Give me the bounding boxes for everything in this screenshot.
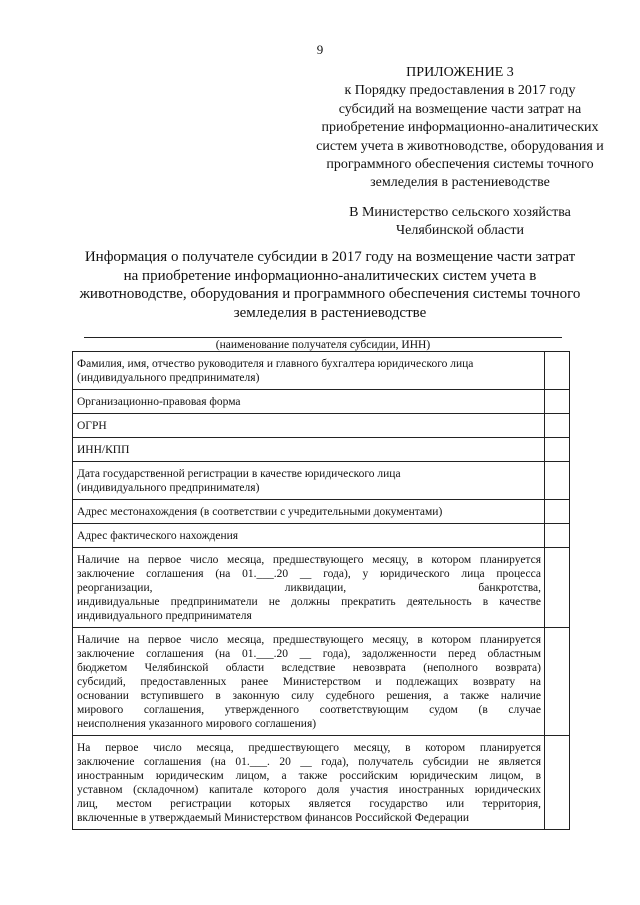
row-label-line: Адрес фактического нахождения	[77, 530, 239, 542]
answer-cell[interactable]	[545, 500, 570, 524]
table-row	[73, 390, 570, 414]
row-label	[73, 524, 545, 548]
row-label-line: мирового соглашения, утвержденного соответствующим судом (в случае	[77, 704, 541, 716]
recipient-caption: (наименование получателя субсидии, ИНН)	[215, 339, 431, 351]
table-row	[73, 628, 570, 736]
document-title	[60, 248, 600, 322]
answer-cell[interactable]	[545, 548, 570, 628]
row-label	[73, 548, 545, 628]
row-label-line: Организационно-правовая форма	[77, 396, 241, 408]
row-label-line: Дата государственной регистрации в качестве юридического лица	[77, 468, 401, 480]
row-label-line: включенные в утверждаемый Министерством финансов Российской Федерации	[77, 812, 470, 824]
row-label	[73, 500, 545, 524]
row-label	[73, 462, 545, 500]
row-label	[73, 736, 545, 830]
table-row	[73, 438, 570, 462]
table-row	[73, 500, 570, 524]
answer-cell[interactable]	[545, 524, 570, 548]
row-label-line: заключение соглашения (на 01.___.20 __ года), у юридического лица процесса	[77, 568, 541, 580]
appendix-header	[310, 64, 610, 193]
row-label	[73, 414, 545, 438]
table-row	[73, 548, 570, 628]
addressee	[310, 204, 610, 240]
row-label-line: (индивидуального предпринимателя)	[77, 372, 260, 384]
table-row	[73, 736, 570, 830]
text-line: систем учета в животноводстве, оборудования и	[316, 138, 604, 154]
row-label-line: заключение соглашения (на 01.___.20 __ года), задолженности перед областным	[77, 648, 541, 660]
text-line: субсидий на возмещение части затрат на	[338, 101, 582, 117]
answer-cell[interactable]	[545, 628, 570, 736]
recipient-info-table	[72, 351, 570, 830]
text-line: приобретение информационно-аналитических	[321, 120, 599, 136]
row-label-line: Адрес местонахождения (в соответствии с учредительными документами)	[77, 506, 443, 518]
text-line: животноводстве, оборудования и программного обеспечения системы точного	[79, 286, 581, 302]
table-row	[73, 524, 570, 548]
text-line: Челябинской области	[396, 223, 524, 238]
row-label-line: индивидуального предпринимателя	[77, 610, 252, 622]
text-line: ПРИЛОЖЕНИЕ 3	[406, 65, 514, 80]
row-label-line: реорганизации, ликвидации, банкротства,	[77, 582, 541, 594]
answer-cell[interactable]	[545, 414, 570, 438]
answer-cell[interactable]	[545, 352, 570, 390]
row-label-line: субсидий, предоставленных ранее Министерством и подлежащих возврату на	[77, 676, 541, 688]
row-label-line: заключение соглашения (на 01.___. 20 __ года), получатель субсидии не является	[77, 756, 541, 768]
row-label	[73, 438, 545, 462]
row-label	[73, 390, 545, 414]
text-line: к Порядку предоставления в 2017 году	[344, 83, 576, 99]
text-line: земледелия в растениеводстве	[233, 304, 427, 321]
answer-cell[interactable]	[545, 438, 570, 462]
row-label	[73, 628, 545, 736]
text-line: В Министерство сельского хозяйства	[349, 205, 571, 220]
row-label-line: На первое число месяца, предшествующего месяцу, в котором планируется	[77, 742, 541, 754]
text-line: Информация о получателе субсидии в 2017 году на возмещение части затрат	[84, 249, 576, 265]
answer-cell[interactable]	[545, 390, 570, 414]
row-label-line: Наличие на первое число месяца, предшествующего месяцу, в котором планируется	[77, 554, 541, 566]
row-label-line: (индивидуального предпринимателя)	[77, 482, 260, 494]
row-label	[73, 352, 545, 390]
answer-cell[interactable]	[545, 462, 570, 500]
row-label-line: ОГРН	[77, 420, 107, 432]
row-label-line: индивидуальные предприниматели не должны прекратить деятельность в качестве	[77, 596, 541, 608]
text-line: земледелия в растениеводстве	[370, 175, 550, 191]
row-label-line: основании вступившего в законную силу судебного решения, а также наличие	[77, 690, 541, 702]
table-row	[73, 352, 570, 390]
row-label-line: лиц, местом регистрации которых является государство или территория,	[77, 798, 541, 810]
text-line: на приобретение информационно-аналитических систем учета в	[123, 267, 537, 284]
row-label-line: неисполнения указанного мирового соглашения)	[77, 718, 317, 730]
row-label-line: иностранным юридическим лицом, а также российским юридическим лицом, в	[77, 770, 541, 782]
text-line: программного обеспечения системы точного	[326, 157, 594, 173]
row-label-line: ИНН/КПП	[77, 444, 130, 456]
row-label-line: Фамилия, имя, отчество руководителя и главного бухгалтера юридического лица	[77, 358, 474, 370]
table-row	[73, 462, 570, 500]
row-label-line: Наличие на первое число месяца, предшествующего месяцу, в котором планируется	[77, 634, 541, 646]
answer-cell[interactable]	[545, 736, 570, 830]
row-label-line: уставном (складочном) капитале которого доля участия иностранных юридических	[77, 784, 541, 796]
table-row	[73, 414, 570, 438]
row-label-line: бюджетом Челябинской области вследствие невозврата (неполного возврата)	[77, 662, 541, 674]
page-number: 9	[316, 42, 324, 57]
